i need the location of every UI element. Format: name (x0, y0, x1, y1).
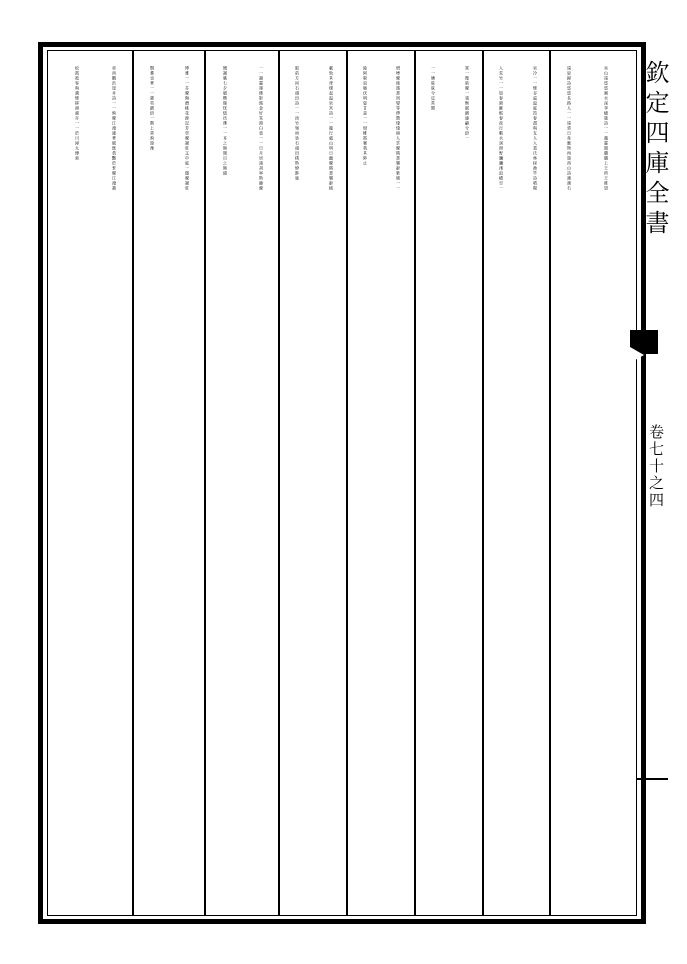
column-text: 松霞被容與澗煙移洲漲亦一一於川潯太傅東 (75, 66, 80, 161)
text-column-4 (484, 52, 518, 914)
text-column-11 (243, 52, 279, 914)
column-text: 翳蕃也華一一雜英繽紛一階上螢飛遊豫 (150, 66, 155, 151)
column-text: 博雅一一芬曖陶潛桃花源記芳草曖謝莊文中庭一隱曖謝莊 (185, 66, 190, 191)
column-text: 陵阿窮退韜伏明姿甘是一一紺帷霞褰我其陟止 (363, 66, 368, 166)
column-text: 霄一微暗曖一張衡賦繽連翩兮紛一 (465, 66, 470, 141)
margin-rule (636, 778, 668, 780)
book-title: 欽定四庫全書 (641, 60, 669, 240)
text-column-2 (552, 52, 586, 914)
text-column-13 (169, 52, 205, 914)
text-column-6 (416, 52, 450, 914)
text-column-10 (280, 52, 314, 914)
fishtail-notch (630, 347, 644, 363)
text-column-16 (58, 52, 96, 914)
column-text: 泉冷一一煙谷虛温庭筠春盡與友人入裴氏林採漁竿詩晴陽 (533, 66, 538, 191)
text-column-9 (314, 52, 348, 914)
text-column-12 (207, 52, 243, 914)
column-text: 入荒竹一一如春園蘇軾春夜行蘄水詞照野瀰瀰淺浪橫空一 (499, 66, 504, 191)
text-column-5 (450, 52, 484, 914)
column-text: 遠思歸詩悠悠長路人一一遠郊日韋應物再遊西山詩測測石 (567, 66, 572, 191)
text-column-8 (348, 52, 382, 914)
column-text: 駁前方回石頭田詩一一淡竹嶺雨昏石頭田樸斯燎黟廊 (295, 66, 300, 181)
text-column-3 (518, 52, 552, 914)
column-text: 章西觀洪崖井詩一一映曖江淹蓮華賦既翕艷於景曖江淹蕭 (112, 66, 117, 191)
column-text: 慨謝朓七夕賦嚮像恍惚彷彿一一耳之無聞目之無績 (223, 66, 228, 176)
text-column-15 (96, 52, 132, 914)
juan-number: 卷七十之四 (647, 424, 665, 509)
text-column-7 (381, 52, 415, 914)
column-text: 巫山遠悠悠湘水深李嶠箴詩一一蘢靈閣纖纖上王鈞王維望 (604, 66, 609, 191)
column-text: 一一謝靈運佛影銘金好冥漠白毫一一日月居諸胡寧斯睫曖 (259, 66, 264, 191)
column-text: 一一儵眩眩兮反常閻 (431, 66, 436, 111)
column-text: 載致其虔錢起温泉宮詩一一龍行處山明日幽曖隋書樂辭棫 (329, 66, 334, 191)
text-column-14 (134, 52, 170, 914)
text-column-1 (585, 52, 627, 914)
column-text: 增堙曖後漢書周燮等傳贊悽悽碩人雲曖隋書樂辭紫壇一一 (396, 66, 401, 191)
